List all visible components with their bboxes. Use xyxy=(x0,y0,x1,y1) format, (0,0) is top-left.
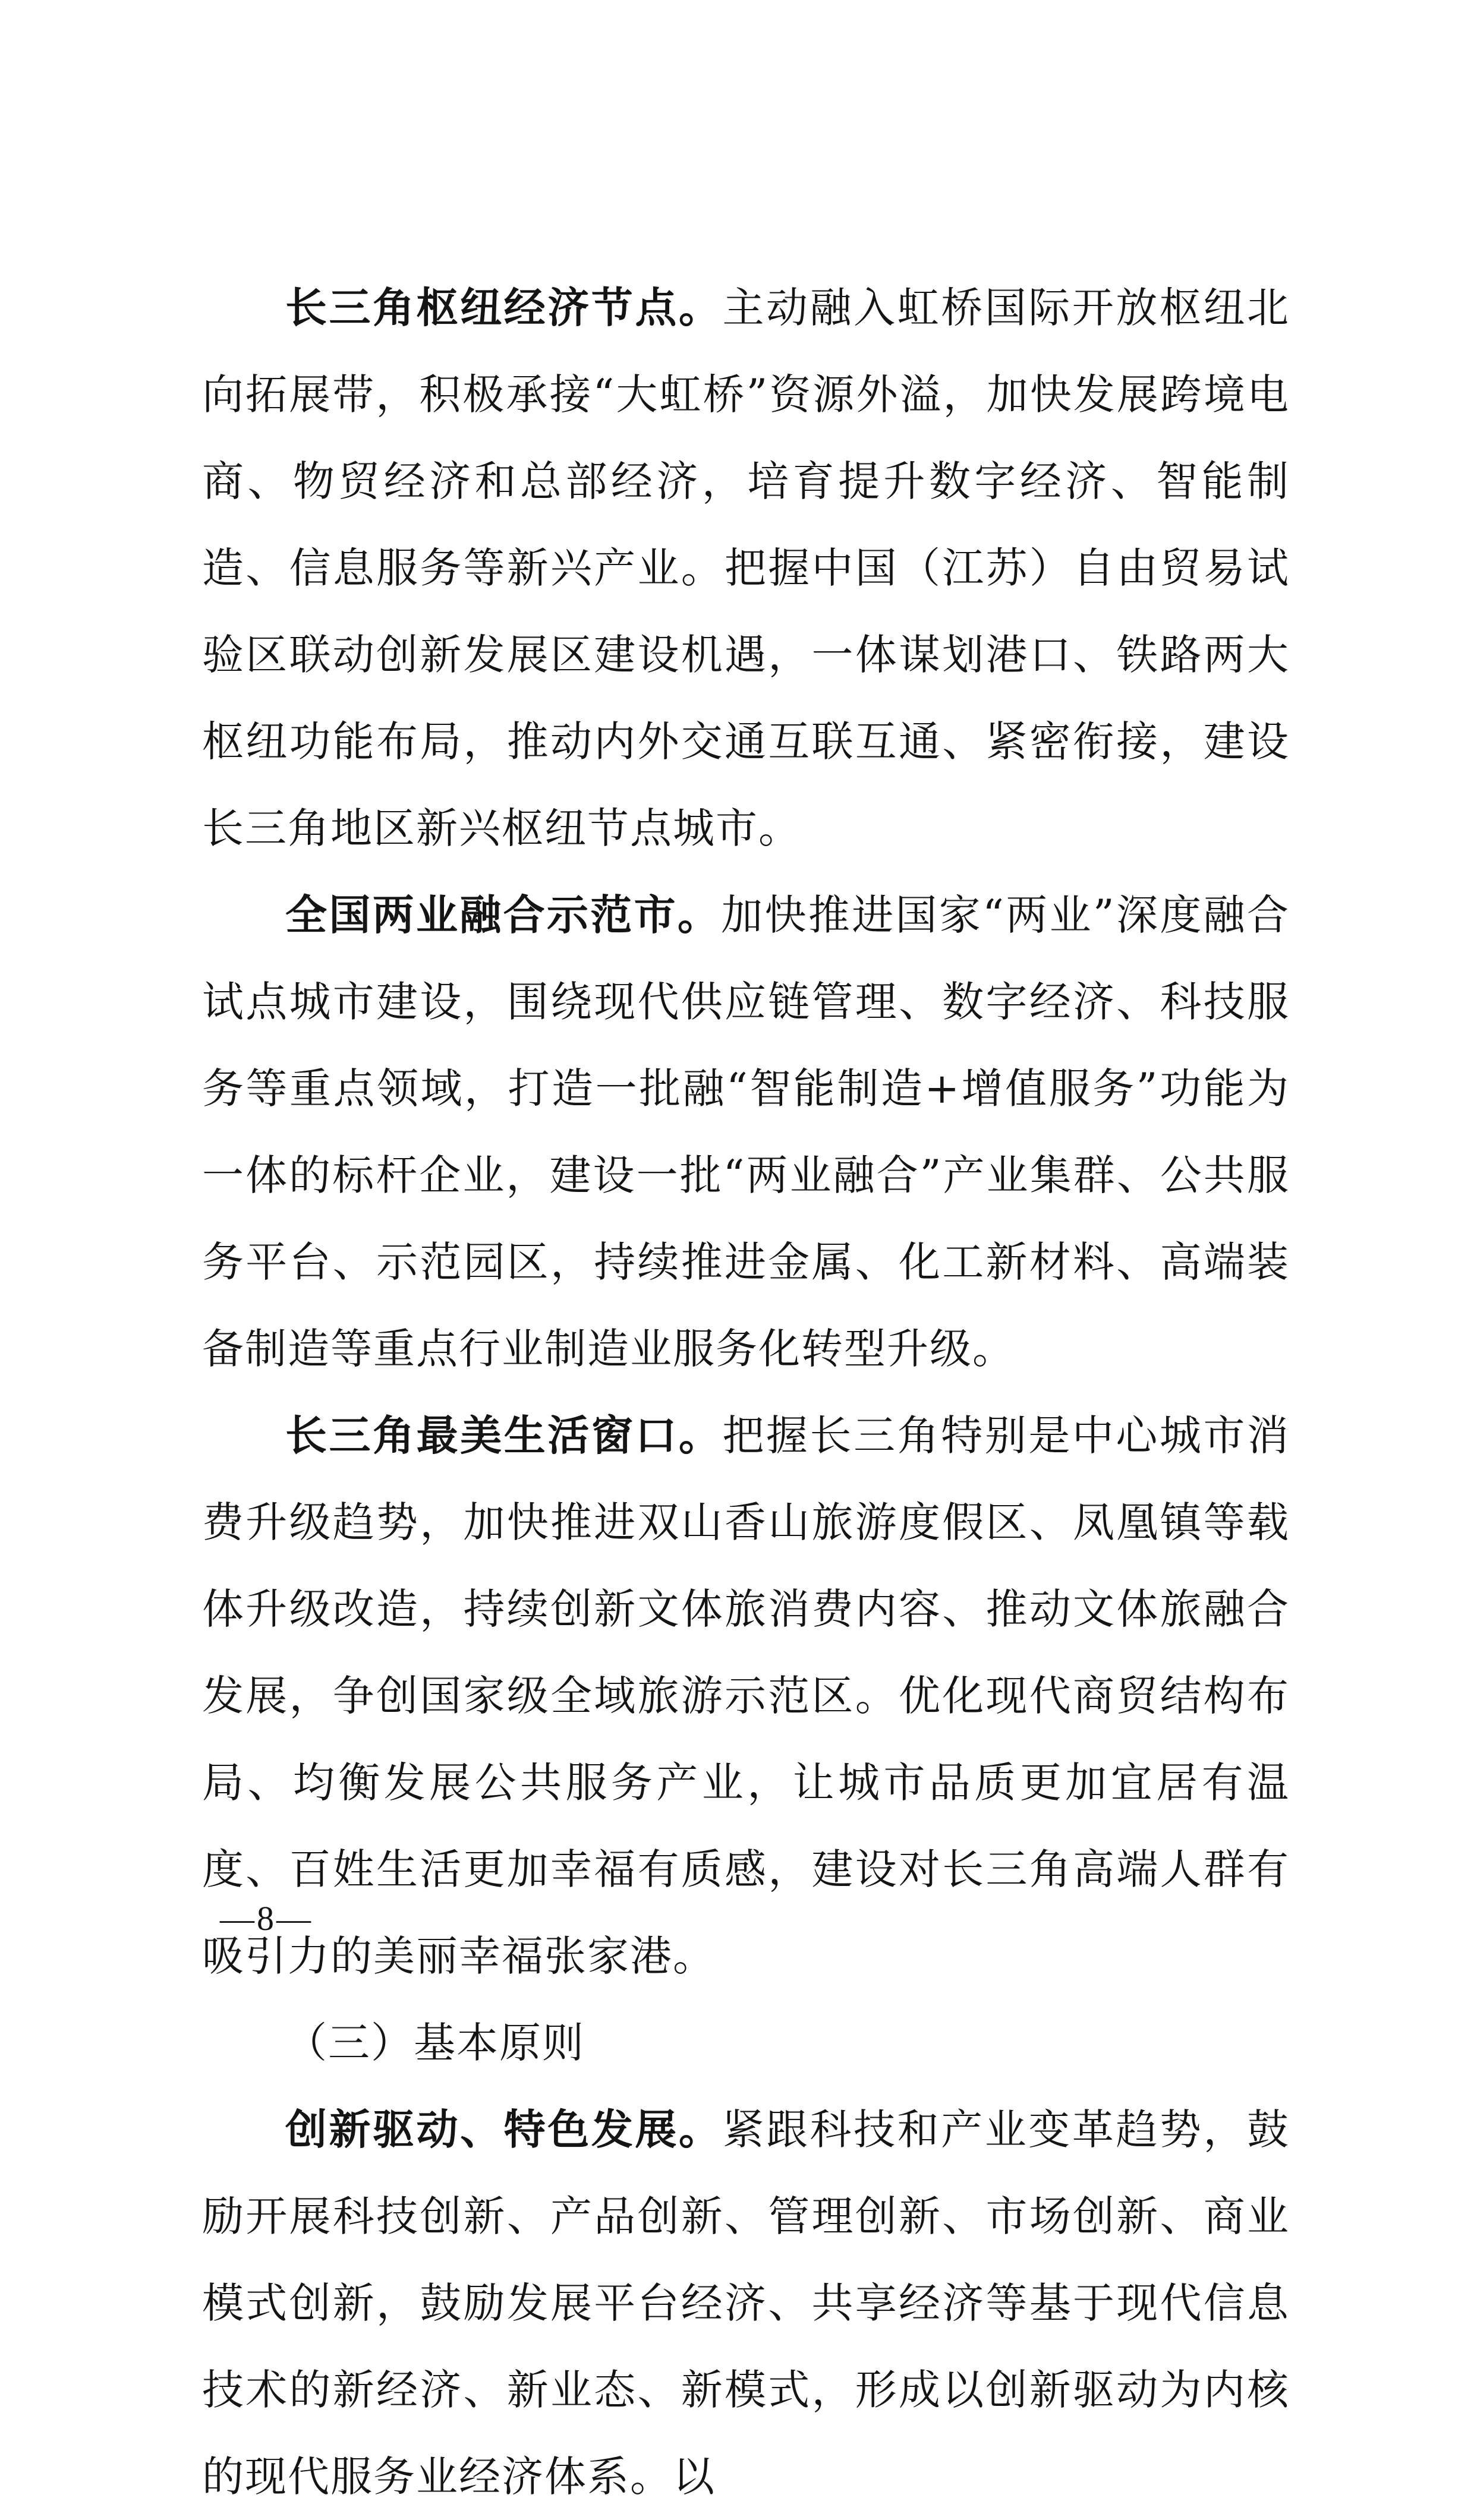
paragraph-lead: 长三角枢纽经济节点。 xyxy=(285,283,723,332)
paragraph-two-industries-fusion xyxy=(202,872,1290,1392)
paragraph-text: 把握长三角特别是中心城市消费升级趋势，加快推进双山香山旅游度假区、凤凰镇等载体升级改造，持续创新文体旅消费内容、推动文体旅融合发展，争创国家级全域旅游示范区。优化现代商贸结构布局、均衡发展公共服务产业，让城市品质更加宜居有温度、百姓生活更加幸福有质感，建设对长三角高端人群有吸引力的美丽幸福张家港。 xyxy=(202,1411,1290,1980)
page-number: —8— xyxy=(220,1899,313,1938)
paragraph-text: 紧跟科技和产业变革趋势，鼓励开展科技创新、产品创新、管理创新、市场创新、商业模式创新，鼓励发展平台经济、共享经济等基于现代信息技术的新经济、新业态、新模式，形成以创新驱动为内核的现代服务业经济体系。以 xyxy=(202,2105,1290,2501)
paragraph-lead: 长三角最美生活窗口。 xyxy=(285,1411,723,1460)
paragraph-text: 主动融入虹桥国际开放枢纽北向拓展带，积极承接“大虹桥”资源外溢，加快发展跨境电商、物贸经济和总部经济，培育提升数字经济、智能制造、信息服务等新兴产业。把握中国（江苏）自由贸易试验区联动创新发展区建设机遇，一体谋划港口、铁路两大枢纽功能布局，推动内外交通互联互通、紧密衔接，建设长三角地区新兴枢纽节点城市。 xyxy=(202,283,1290,853)
paragraph-lead: 创新驱动、特色发展。 xyxy=(285,2105,723,2154)
section-heading-basic-principles: （三）基本原则 xyxy=(285,2018,585,2067)
paragraph-hub-economy-node xyxy=(202,264,1290,872)
paragraph-innovation-driven xyxy=(202,2086,1290,2520)
paragraph-living-window xyxy=(202,1392,1290,1999)
paragraph-text: 加快推进国家“两业”深度融合试点城市建设，围绕现代供应链管理、数字经济、科技服务等重点领域，打造一批融“智能制造+增值服务”功能为一体的标杆企业，建设一批“两业融合”产业集群、公共服务平台、示范园区，持续推进金属、化工新材料、高端装备制造等重点行业制造业服务化转型升级。 xyxy=(202,891,1290,1373)
paragraph-lead: 全国两业融合示范市。 xyxy=(285,890,722,939)
document-body xyxy=(202,264,1290,2520)
